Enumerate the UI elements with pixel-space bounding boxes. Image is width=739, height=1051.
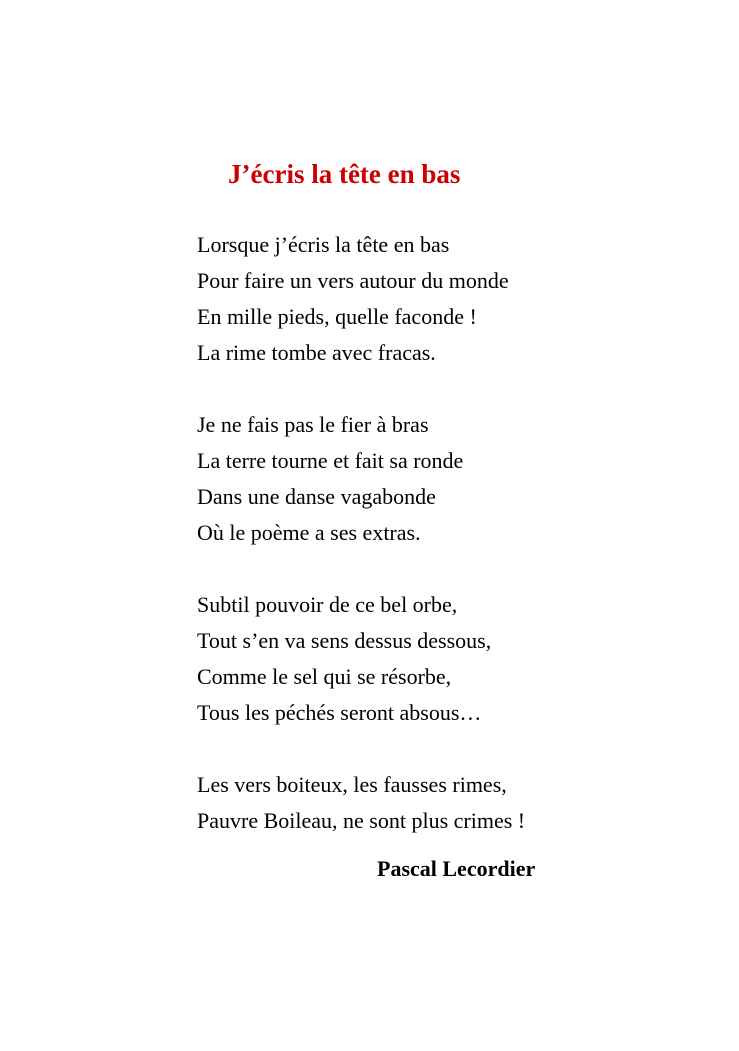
stanza-3 (197, 587, 717, 731)
stanza-2 (197, 407, 717, 551)
verse-line: Comme le sel qui se résorbe, (197, 664, 452, 689)
verse-line: La terre tourne et fait sa ronde (197, 448, 464, 473)
poem-author: Pascal Lecordier (377, 856, 536, 881)
verse-line: Pauvre Boileau, ne sont plus crimes ! (197, 808, 526, 833)
poem-body (197, 227, 717, 875)
verse-line: Subtil pouvoir de ce bel orbe, (197, 592, 458, 617)
verse-line: Les vers boiteux, les fausses rimes, (197, 772, 507, 797)
verse-line: En mille pieds, quelle faconde ! (197, 304, 477, 329)
stanza-1 (197, 227, 717, 371)
verse-line: Dans une danse vagabonde (197, 484, 436, 509)
stanza-4 (197, 767, 717, 839)
verse-line: Où le poème a ses extras. (197, 520, 421, 545)
verse-line: Tout s’en va sens dessus dessous, (197, 628, 492, 653)
verse-line: Tous les péchés seront absous… (197, 700, 482, 725)
verse-line: Lorsque j’écris la tête en bas (197, 232, 450, 257)
verse-line: Je ne fais pas le fier à bras (197, 412, 429, 437)
poem-title: J’écris la tête en bas (228, 159, 461, 189)
verse-line: Pour faire un vers autour du monde (197, 268, 509, 293)
verse-line: La rime tombe avec fracas. (197, 340, 436, 365)
